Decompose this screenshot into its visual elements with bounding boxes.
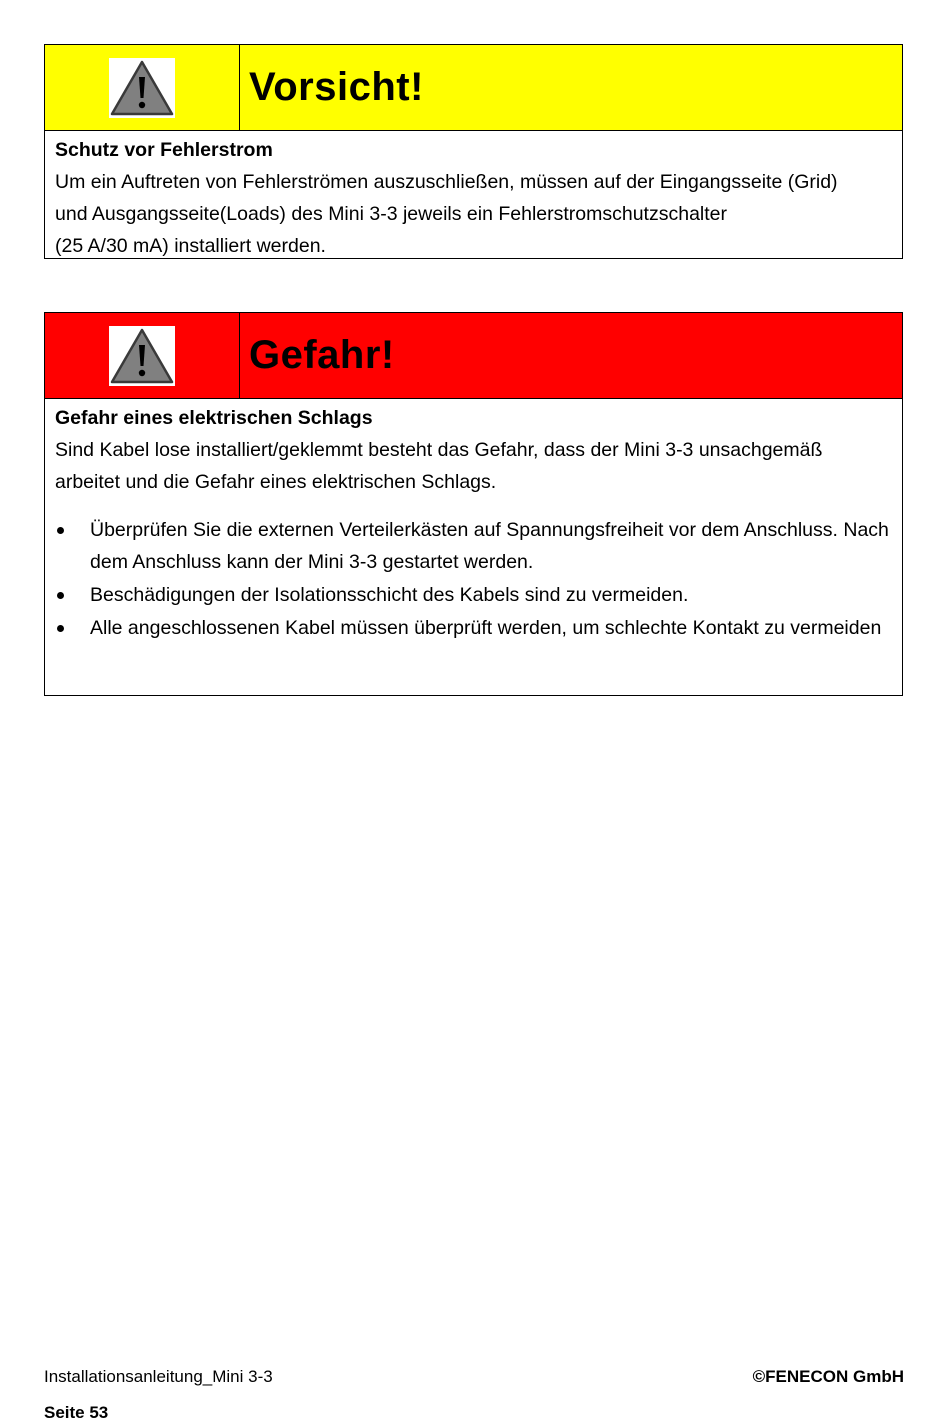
caution-text-line: (25 A/30 mA) installiert werden. — [55, 235, 326, 257]
danger-icon-cell — [45, 313, 240, 398]
caution-notice — [44, 44, 903, 259]
caution-icon-cell — [45, 45, 240, 130]
caution-subtitle: Schutz vor Fehlerstrom — [55, 139, 273, 161]
caution-text-line: Um ein Auftreten von Fehlerströmen auszuschließen, müssen auf der Eingangsseite (Grid) — [55, 171, 838, 193]
danger-bullet-list — [55, 514, 892, 644]
caution-body — [45, 131, 902, 262]
list-item: Beschädigungen der Isolationsschicht des Kabels sind zu vermeiden. — [55, 579, 892, 611]
caution-text-line: und Ausgangsseite(Loads) des Mini 3-3 jeweils ein Fehlerstromschutzschalter — [55, 203, 727, 225]
page-footer — [44, 1367, 904, 1423]
list-item: Überprüfen Sie die externen Verteilerkästen auf Spannungsfreiheit vor dem Anschluss. Nach dem Anschluss kann der Mini 3-3 gestartet werden. — [55, 514, 892, 578]
danger-title: Gefahr! — [249, 333, 395, 377]
page-number: Seite 53 — [44, 1403, 109, 1422]
warning-triangle-icon — [109, 58, 175, 118]
danger-header — [45, 313, 902, 399]
caution-title: Vorsicht! — [249, 65, 424, 109]
document-name: Installationsanleitung_Mini 3-3 — [44, 1367, 273, 1386]
caution-header — [45, 45, 902, 131]
warning-triangle-icon — [109, 326, 175, 386]
danger-subtitle: Gefahr eines elektrischen Schlags — [55, 407, 373, 429]
danger-text-line: arbeitet und die Gefahr eines elektrischen Schlags. — [55, 471, 497, 493]
danger-text-line: Sind Kabel lose installiert/geklemmt besteht das Gefahr, dass der Mini 3-3 unsachgemäß — [55, 439, 823, 461]
danger-body — [45, 399, 902, 644]
footer-row — [44, 1367, 904, 1387]
list-item: Alle angeschlossenen Kabel müssen überprüft werden, um schlechte Kontakt zu vermeiden — [55, 612, 892, 644]
danger-notice — [44, 312, 903, 696]
copyright: ©FENECON GmbH — [752, 1367, 904, 1386]
